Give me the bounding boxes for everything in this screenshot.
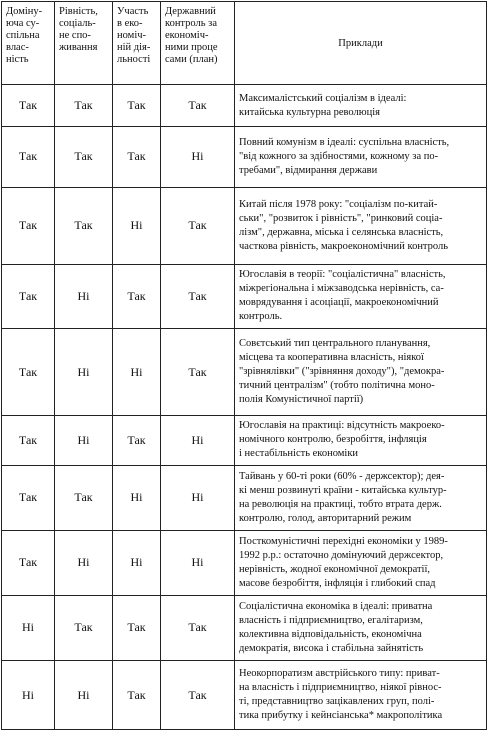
cell-participation: Так [113, 415, 161, 465]
cell-state-control: Ні [161, 415, 235, 465]
cell-state-control: Так [161, 264, 235, 329]
table-row [2, 127, 487, 187]
table-row [2, 187, 487, 264]
cell-public-ownership: Так [2, 85, 55, 127]
cell-public-ownership: Так [2, 187, 55, 264]
cell-public-ownership: Так [2, 531, 55, 596]
cell-example: Тайвань у 60-ті роки (60% - держсектор); дея- кі менш розвинуті країни - китайська культур- на революція на практиці, тобто втрата держ. контролю, голод, авторитарний режим [235, 465, 487, 531]
cell-equality: Так [55, 127, 113, 187]
cell-state-control: Так [161, 661, 235, 730]
table-row [2, 531, 487, 596]
cell-example: Югославія на практиці: відсутність макроеко- номічного контролю, безробіття, інфляція і нестабільність економіки [235, 415, 487, 465]
header-public-ownership: Доміну- юча су- спільна влас- ність [2, 2, 55, 85]
cell-state-control: Ні [161, 127, 235, 187]
cell-equality: Ні [55, 531, 113, 596]
cell-participation: Ні [113, 329, 161, 416]
table-row [2, 465, 487, 531]
header-examples: Приклади [235, 2, 487, 85]
cell-example: Неокорпоратизм австрійського типу: приват- на власність і підприємництво, ніякої рівнос- ті, представництво зацікавлених груп, полі- тика прибутку і кейнсіанська* макрополітика [235, 661, 487, 730]
cell-equality: Ні [55, 415, 113, 465]
cell-example: Югославія в теорії: "соціалістична" власність, міжрегіональна і міжзаводська нерівність, са- моврядування і асоціації, макроекономічний контроль. [235, 264, 487, 329]
cell-state-control: Так [161, 329, 235, 416]
table-body [2, 85, 487, 730]
cell-equality: Так [55, 187, 113, 264]
table-row [2, 415, 487, 465]
cell-example: Максималістський соціалізм в ідеалі: китайська культурна революція [235, 85, 487, 127]
cell-participation: Так [113, 127, 161, 187]
cell-public-ownership: Так [2, 264, 55, 329]
header-economic-participation: Участь в еко- номіч- ній дія- льності [113, 2, 161, 85]
cell-state-control: Ні [161, 465, 235, 531]
table-row [2, 264, 487, 329]
table-row [2, 85, 487, 127]
cell-equality: Так [55, 465, 113, 531]
header-state-control: Державний контроль за економіч- ними проце сами (план) [161, 2, 235, 85]
table-row [2, 661, 487, 730]
cell-public-ownership: Так [2, 329, 55, 416]
cell-participation: Ні [113, 531, 161, 596]
cell-example: Соціалістична економіка в ідеалі: приватна власність і підприємництво, егалітаризм, колективна відповідальність, економічна демократія, висока і стабільна зайнятість [235, 595, 487, 661]
cell-state-control: Ні [161, 531, 235, 596]
cell-public-ownership: Так [2, 415, 55, 465]
cell-example: Повний комунізм в ідеалі: суспільна власність, "від кожного за здібностями, кожному за по- требами", відмирання держави [235, 127, 487, 187]
cell-state-control: Так [161, 85, 235, 127]
cell-public-ownership: Так [2, 127, 55, 187]
header-equality-consumption: Рівність, соціаль- не спо- живання [55, 2, 113, 85]
cell-example: Китай після 1978 року: "соціалізм по-китай- ськи", "розвиток і рівність", "ринковий соціа- лізм", державна, міська і селянська власність, часткова рівність, макроекономічний контроль [235, 187, 487, 264]
cell-public-ownership: Ні [2, 661, 55, 730]
cell-participation: Ні [113, 465, 161, 531]
cell-participation: Так [113, 595, 161, 661]
cell-participation: Так [113, 85, 161, 127]
table-row [2, 329, 487, 416]
cell-equality: Ні [55, 661, 113, 730]
table-row [2, 595, 487, 661]
cell-equality: Так [55, 595, 113, 661]
cell-example: Посткомуністичні перехідні економіки у 1989- 1992 р.р.: остаточно домінуючий держсектор, нерівність, жодної економічної демократії, масове безробіття, інфляція і глибокий спад [235, 531, 487, 596]
cell-participation: Так [113, 264, 161, 329]
cell-equality: Так [55, 85, 113, 127]
cell-equality: Ні [55, 329, 113, 416]
cell-equality: Ні [55, 264, 113, 329]
cell-state-control: Так [161, 187, 235, 264]
header-row [2, 2, 487, 85]
cell-public-ownership: Так [2, 465, 55, 531]
cell-public-ownership: Ні [2, 595, 55, 661]
economic-systems-table [1, 1, 487, 730]
cell-participation: Ні [113, 187, 161, 264]
cell-example: Совєтський тип центрального планування, місцева та кооперативна власність, ніякої "зрівнялівки" ("зрівняння доходу"), "демокра- тичний централізм" (тобто політична моно- полія Комуністичної партії) [235, 329, 487, 416]
cell-state-control: Так [161, 595, 235, 661]
cell-participation: Так [113, 661, 161, 730]
